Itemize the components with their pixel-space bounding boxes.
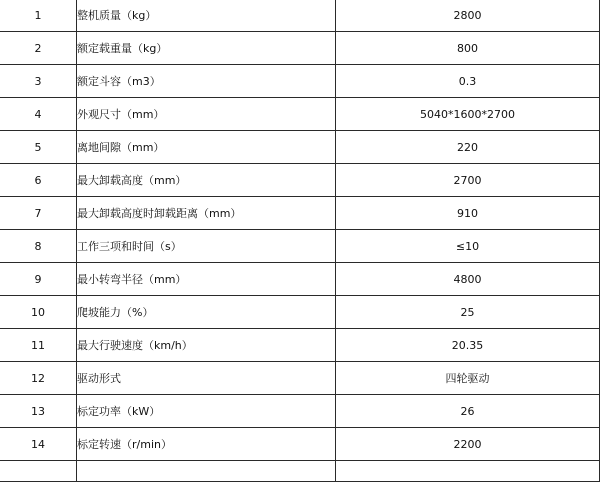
table-row: [0, 197, 600, 230]
row-number: 11: [0, 329, 77, 362]
parameter-value: 2700: [336, 164, 600, 197]
row-number: 8: [0, 230, 77, 263]
row-number: 6: [0, 164, 77, 197]
table-row: [0, 362, 600, 395]
table-row: [0, 65, 600, 98]
parameter-name: 标定转速（r/min）: [77, 428, 336, 461]
table-row: [0, 131, 600, 164]
table-row: [0, 32, 600, 65]
parameter-value: 220: [336, 131, 600, 164]
parameter-name: 标定功率（kW）: [77, 395, 336, 428]
row-number: 13: [0, 395, 77, 428]
row-number: 5: [0, 131, 77, 164]
row-number: 14: [0, 428, 77, 461]
table-row: [0, 263, 600, 296]
table-row: [0, 0, 600, 32]
parameter-value: 4800: [336, 263, 600, 296]
parameter-name: 驱动形式: [77, 362, 336, 395]
table-row: [0, 296, 600, 329]
parameter-name: 最大卸载高度时卸载距离（mm）: [77, 197, 336, 230]
parameter-name: 离地间隙（mm）: [77, 131, 336, 164]
parameter-value: 20.35: [336, 329, 600, 362]
table-row: [0, 329, 600, 362]
parameter-value: 2800: [336, 0, 600, 32]
row-number: 2: [0, 32, 77, 65]
row-number: 9: [0, 263, 77, 296]
parameter-name: 额定载重量（kg）: [77, 32, 336, 65]
parameter-value: 26: [336, 395, 600, 428]
parameter-name: 最大行驶速度（km/h）: [77, 329, 336, 362]
parameter-value: 5040*1600*2700: [336, 98, 600, 131]
parameter-name: [77, 461, 336, 482]
parameter-value: ≤10: [336, 230, 600, 263]
parameter-name: 整机质量（kg）: [77, 0, 336, 32]
parameter-value: 800: [336, 32, 600, 65]
row-number: [0, 461, 77, 482]
parameter-name: 额定斗容（m3）: [77, 65, 336, 98]
parameter-name: 外观尺寸（mm）: [77, 98, 336, 131]
parameter-value: 25: [336, 296, 600, 329]
parameter-name: 爬坡能力（%）: [77, 296, 336, 329]
parameter-value: 四轮驱动: [336, 362, 600, 395]
row-number: 3: [0, 65, 77, 98]
parameter-value: 2200: [336, 428, 600, 461]
parameter-name: 最小转弯半径（mm）: [77, 263, 336, 296]
table-row: [0, 230, 600, 263]
row-number: 12: [0, 362, 77, 395]
row-number: 10: [0, 296, 77, 329]
row-number: 7: [0, 197, 77, 230]
table-row: [0, 428, 600, 461]
table-row: [0, 395, 600, 428]
parameter-value: [336, 461, 600, 482]
row-number: 1: [0, 0, 77, 32]
parameter-value: 0.3: [336, 65, 600, 98]
table-row: [0, 98, 600, 131]
row-number: 4: [0, 98, 77, 131]
parameter-value: 910: [336, 197, 600, 230]
table-row: [0, 164, 600, 197]
parameter-name: 最大卸载高度（mm）: [77, 164, 336, 197]
parameter-name: 工作三项和时间（s）: [77, 230, 336, 263]
table-row-partial: [0, 461, 600, 482]
